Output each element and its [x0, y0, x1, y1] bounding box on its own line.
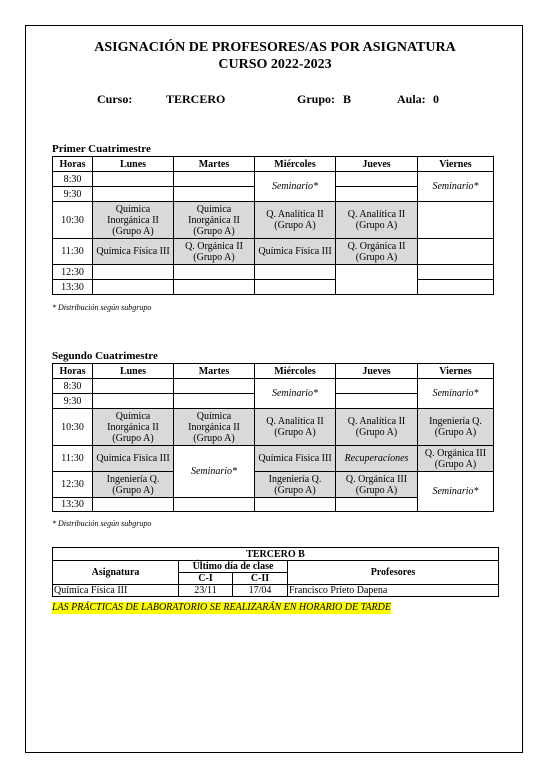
header-lunes: Lunes	[93, 364, 174, 379]
empty-cell	[174, 265, 255, 280]
empty-cell	[336, 379, 418, 394]
c1-cell: 23/11	[179, 585, 233, 597]
hour-cell: 13:30	[53, 498, 93, 512]
empty-cell	[93, 280, 174, 295]
empty-cell	[336, 187, 418, 202]
hour-cell: 8:30	[53, 172, 93, 187]
page-title: ASIGNACIÓN DE PROFESORES/AS POR ASIGNATURA	[94, 40, 456, 55]
empty-cell	[336, 172, 418, 187]
empty-cell	[93, 394, 174, 409]
header-miercoles: Miércoles	[255, 364, 336, 379]
first-semester-title: Primer Cuatrimestre	[52, 143, 151, 155]
empty-cell	[336, 498, 418, 512]
empty-cell	[93, 172, 174, 187]
asignatura-header: Asignatura	[53, 561, 179, 585]
empty-cell	[174, 379, 255, 394]
empty-cell	[93, 498, 174, 512]
empty-cell	[93, 379, 174, 394]
seminario-cell: Seminario*	[418, 379, 494, 409]
class-cell: Q. Orgánica III (Grupo A)	[418, 446, 494, 472]
recuperaciones-cell: Recuperaciones	[336, 446, 418, 472]
class-cell: Q. Analítica II (Grupo A)	[336, 202, 418, 239]
ultimo-dia-header: Último día de clase	[179, 561, 288, 573]
page-subtitle: CURSO 2022-2023	[218, 57, 332, 72]
professors-table	[52, 547, 499, 597]
class-cell: Q. Analítica II (Grupo A)	[255, 202, 336, 239]
class-cell: Q. Analítica II (Grupo A)	[336, 409, 418, 446]
class-cell: Química Física III	[93, 446, 174, 472]
second-semester-table	[52, 363, 494, 512]
hour-cell: 11:30	[53, 446, 93, 472]
empty-cell	[255, 498, 336, 512]
empty-cell	[336, 394, 418, 409]
empty-cell	[174, 172, 255, 187]
header-lunes: Lunes	[93, 157, 174, 172]
hour-cell: 12:30	[53, 265, 93, 280]
empty-cell	[174, 187, 255, 202]
curso-label: Curso:	[97, 92, 133, 106]
class-cell: Q. Analítica II (Grupo A)	[255, 409, 336, 446]
hour-cell: 8:30	[53, 379, 93, 394]
class-cell: Química Física III	[255, 446, 336, 472]
subgroup-note: * Distribución según subgrupo	[52, 519, 152, 528]
hour-cell: 9:30	[53, 187, 93, 202]
empty-cell	[418, 202, 494, 239]
hour-cell: 10:30	[53, 409, 93, 446]
c2-header: C-II	[233, 573, 288, 585]
lab-note: LAS PRÁCTICAS DE LABORATORIO SE REALIZARÁN EN HORARIO DE TARDE	[52, 602, 391, 613]
empty-cell	[336, 265, 418, 295]
hour-cell: 13:30	[53, 280, 93, 295]
class-cell: Ingeniería Q. (Grupo A)	[418, 409, 494, 446]
asignatura-cell: Química Física III	[53, 585, 179, 597]
class-cell: Q. Orgánica III (Grupo A)	[336, 472, 418, 498]
hour-cell: 9:30	[53, 394, 93, 409]
empty-cell	[93, 265, 174, 280]
grupo-label: Grupo:	[297, 92, 336, 106]
empty-cell	[93, 187, 174, 202]
empty-cell	[255, 265, 336, 280]
second-semester-title: Segundo Cuatrimestre	[52, 350, 158, 362]
empty-cell	[418, 265, 494, 280]
header-martes: Martes	[174, 157, 255, 172]
class-cell: Química Inorgánica II (Grupo A)	[174, 202, 255, 239]
curso-value: TERCERO	[166, 92, 226, 106]
profesor-cell: Francisco Prieto Dapena	[288, 585, 499, 597]
seminario-cell: Seminario*	[418, 172, 494, 202]
class-cell: Q. Orgánica II (Grupo A)	[336, 239, 418, 265]
seminario-cell: Seminario*	[174, 446, 255, 498]
profesores-header: Profesores	[288, 561, 499, 585]
professors-title: TERCERO B	[53, 548, 499, 561]
class-cell: Ingeniería Q. (Grupo A)	[93, 472, 174, 498]
aula-label: Aula:	[397, 92, 426, 106]
seminario-cell: Seminario*	[418, 472, 494, 512]
class-cell: Ingeniería Q. (Grupo A)	[255, 472, 336, 498]
hour-cell: 11:30	[53, 239, 93, 265]
header-horas: Horas	[53, 364, 93, 379]
c2-cell: 17/04	[233, 585, 288, 597]
class-cell: Química Física III	[93, 239, 174, 265]
class-cell: Q. Orgánica II (Grupo A)	[174, 239, 255, 265]
empty-cell	[418, 239, 494, 265]
header-viernes: Viernes	[418, 364, 494, 379]
aula-value: 0	[433, 92, 439, 106]
header-jueves: Jueves	[336, 364, 418, 379]
header-horas: Horas	[53, 157, 93, 172]
seminario-cell: Seminario*	[255, 379, 336, 409]
first-semester-table	[52, 156, 494, 295]
header-martes: Martes	[174, 364, 255, 379]
class-cell: Química Inorgánica II (Grupo A)	[93, 409, 174, 446]
empty-cell	[174, 394, 255, 409]
empty-cell	[255, 280, 336, 295]
seminario-cell: Seminario*	[255, 172, 336, 202]
hour-cell: 12:30	[53, 472, 93, 498]
empty-cell	[418, 280, 494, 295]
header-viernes: Viernes	[418, 157, 494, 172]
subgroup-note: * Distribución según subgrupo	[52, 303, 152, 312]
table-row	[53, 585, 499, 597]
c1-header: C-I	[179, 573, 233, 585]
header-miercoles: Miércoles	[255, 157, 336, 172]
header-jueves: Jueves	[336, 157, 418, 172]
class-cell: Química Física III	[255, 239, 336, 265]
class-cell: Química Inorgánica II (Grupo A)	[93, 202, 174, 239]
empty-cell	[174, 280, 255, 295]
grupo-value: B	[343, 92, 352, 106]
hour-cell: 10:30	[53, 202, 93, 239]
empty-cell	[174, 498, 255, 512]
class-cell: Química Inorgánica II (Grupo A)	[174, 409, 255, 446]
